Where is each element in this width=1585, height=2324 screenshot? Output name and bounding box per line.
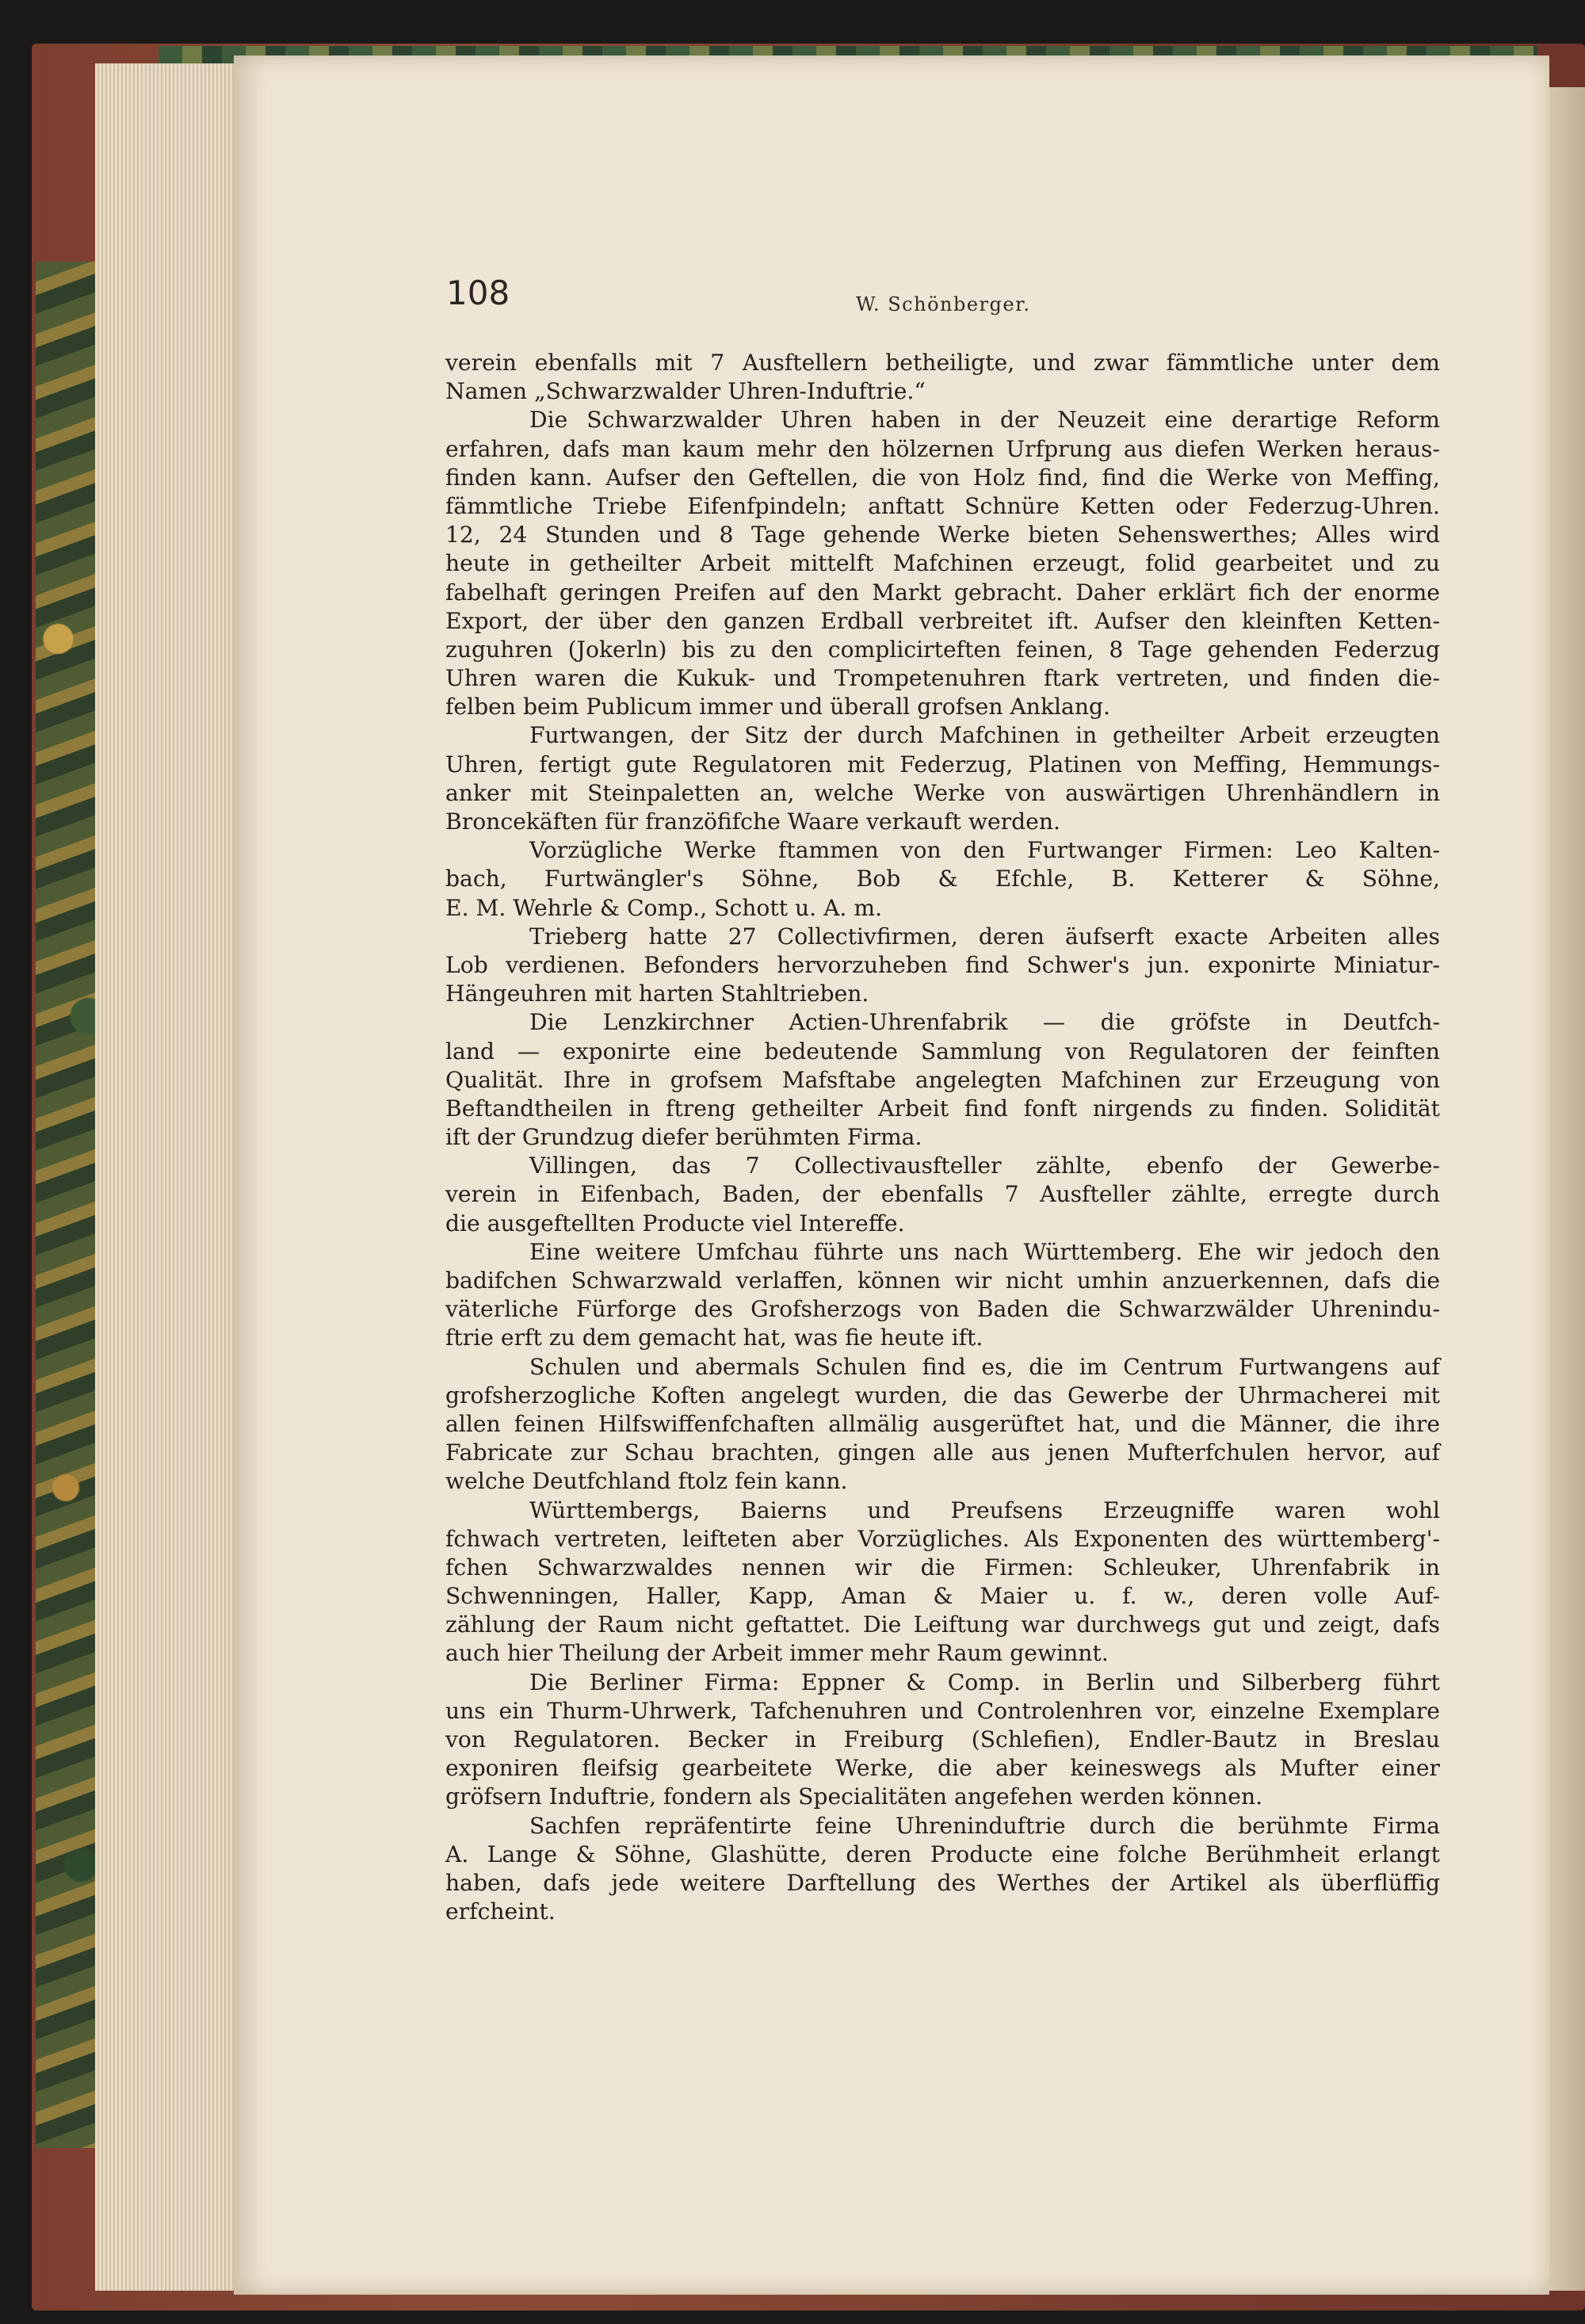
text-line: heute in getheilter Arbeit mittelft Mafchinen erzeugt, folid gearbeitet und zu (445, 550, 1440, 577)
text-line: welche Deutfchland ftolz fein kann. (445, 1468, 848, 1495)
text-line: verein ebenfalls mit 7 Ausftellern betheiligte, und zwar fämmtliche unter dem (445, 350, 1440, 376)
text-line: Furtwangen, der Sitz der durch Mafchinen in getheilter Arbeit erzeugten (529, 722, 1440, 749)
text-line: Trieberg hatte 27 Collectivfirmen, deren äufserft exacte Arbeiten alles (529, 923, 1440, 950)
text-line: erfcheint. (445, 1898, 556, 1925)
text-line: fchen Schwarzwaldes nennen wir die Firmen: Schleuker, Uhrenfabrik in (445, 1554, 1440, 1581)
text-line: gröfsern Induftrie, fondern als Specialitäten angefehen werden können. (445, 1783, 1263, 1810)
text-line: Uhren waren die Kukuk- und Trompetenuhren ftark vertreten, und finden die- (445, 665, 1440, 692)
text-line: anker mit Steinpaletten an, welche Werke von auswärtigen Uhrenhändlern in (445, 779, 1440, 806)
text-line: Eine weitere Umfchau führte uns nach Württemberg. Ehe wir jedoch den (529, 1238, 1440, 1265)
text-line: Württembergs, Baierns und Preufsens Erzeugniffe waren wohl (529, 1496, 1440, 1523)
text-line: Hängeuhren mit harten Stahltrieben. (445, 980, 869, 1007)
text-line: fabelhaft geringen Preifen auf den Markt gebracht. Daher erklärt fich der enorme (445, 579, 1440, 606)
text-line: Schulen und abermals Schulen find es, die im Centrum Furtwangens auf (529, 1353, 1440, 1380)
text-line: Schwenningen, Haller, Kapp, Aman & Maier u. f. w., deren volle Auf- (445, 1583, 1440, 1610)
text-line: auch hier Theilung der Arbeit immer mehr Raum gewinnt. (445, 1640, 1109, 1667)
text-line: 12, 24 Stunden und 8 Tage gehende Werke bieten Sehenswerthes; Alles wird (445, 522, 1440, 549)
text-line: fämmtliche Triebe Eifenfpindeln; anftatt Schnüre Ketten oder Federzug-Uhren. (445, 492, 1440, 519)
text-line: verein in Eifenbach, Baden, der ebenfalls 7 Ausfteller zählte, erregte durch (445, 1181, 1440, 1208)
text-line: haben, dafs jede weitere Darftellung des Werthes der Artikel als überflüffig (445, 1869, 1440, 1896)
text-line: Export, der über den ganzen Erdball verbreitet ift. Aufser den kleinften Ketten- (445, 607, 1440, 634)
text-line: exponiren fleifsig gearbeitete Werke, die aber keineswegs als Mufter einer (445, 1755, 1440, 1782)
text-line: erfahren, dafs man kaum mehr den hölzernen Urfprung aus diefen Werken heraus- (445, 435, 1440, 462)
page-block-edges (95, 63, 238, 2291)
page-number: 108 (446, 273, 510, 312)
text-line: Die Schwarzwalder Uhren haben in der Neuzeit eine derartige Reform (529, 407, 1440, 434)
text-line: A. Lange & Söhne, Glashütte, deren Producte eine folche Berühmheit erlangt (445, 1840, 1440, 1867)
text-line: väterliche Fürforge des Grofsherzogs von Baden die Schwarzwälder Uhrenindu- (445, 1296, 1440, 1323)
text-line: Die Berliner Firma: Eppner & Comp. in Berlin und Silberberg führt (529, 1668, 1440, 1695)
text-line: Die Lenzkirchner Actien-Uhrenfabrik — die gröfste in Deutfch- (529, 1009, 1440, 1036)
text-line: Lob verdienen. Befonders hervorzuheben find Schwer's jun. exponirte Miniatur- (445, 951, 1440, 978)
next-page-edge (1545, 87, 1585, 2291)
text-line: grofsherzogliche Koften angelegt wurden, die das Gewerbe der Uhrmacherei mit (445, 1382, 1440, 1409)
text-line: allen feinen Hilfswiffenfchaften allmälig ausgerüftet hat, und die Männer, die ihre (445, 1410, 1440, 1437)
text-line: felben beim Publicum immer und überall grofsen Anklang. (445, 694, 1111, 721)
text-line: Broncekäften für franzöfifche Waare verkauft werden. (445, 808, 1060, 835)
text-line: Vorzügliche Werke ftammen von den Furtwanger Firmen: Leo Kalten- (529, 837, 1440, 864)
text-line: Villingen, das 7 Collectivausfteller zählte, ebenfo der Gewerbe- (529, 1152, 1440, 1179)
text-line: zählung der Raum nicht geftattet. Die Leiftung war durchwegs gut und zeigt, dafs (445, 1611, 1440, 1638)
text-line: fchwach vertreten, leifteten aber Vorzügliches. Als Exponenten des württemberg'- (445, 1525, 1440, 1552)
text-line: von Regulatoren. Becker in Freiburg (Schlefien), Endler-Bautz in Breslau (445, 1726, 1440, 1753)
text-line: zuguhren (Jokerln) bis zu den complicirteften feinen, 8 Tage gehenden Federzug (445, 636, 1440, 663)
text-line: die ausgeftellten Producte viel Intereffe. (445, 1210, 905, 1237)
text-line: ftrie erft zu dem gemacht hat, was fie heute ift. (445, 1324, 983, 1351)
text-line: uns ein Thurm-Uhrwerk, Tafchenuhren und Controlenhren vor, einzelne Exemplare (445, 1697, 1440, 1724)
text-line: Beftandtheilen in ftreng getheilter Arbeit find fonft nirgends zu finden. Solidität (445, 1095, 1440, 1122)
running-head: W. Schönberger. (856, 293, 1031, 315)
text-line: Qualität. Ihre in grofsem Mafsftabe angelegten Mafchinen zur Erzeugung von (445, 1066, 1440, 1093)
text-line: Fabricate zur Schau brachten, gingen alle aus jenen Mufterfchulen hervor, auf (445, 1439, 1440, 1466)
text-line: ift der Grundzug diefer berühmten Firma. (445, 1124, 922, 1151)
text-line: Uhren, fertigt gute Regulatoren mit Federzug, Platinen von Meffing, Hemmungs- (445, 751, 1440, 778)
text-line: Sachfen repräfentirte feine Uhreninduftrie durch die berühmte Firma (529, 1812, 1440, 1839)
text-line: badifchen Schwarzwald verlaffen, können wir nicht umhin anzuerkennen, dafs die (445, 1267, 1440, 1294)
text-line: Namen „Schwarzwalder Uhren-Induftrie.“ (445, 378, 926, 405)
body-text (445, 349, 1440, 1926)
text-line: finden kann. Aufser den Geftellen, die von Holz find, find die Werke von Meffing, (445, 464, 1440, 491)
text-line: E. M. Wehrle & Comp., Schott u. A. m. (445, 894, 883, 921)
text-line: land — exponirte eine bedeutende Sammlung von Regulatoren der feinften (445, 1038, 1440, 1065)
text-line: bach, Furtwängler's Söhne, Bob & Efchle, B. Ketterer & Söhne, (445, 866, 1440, 893)
